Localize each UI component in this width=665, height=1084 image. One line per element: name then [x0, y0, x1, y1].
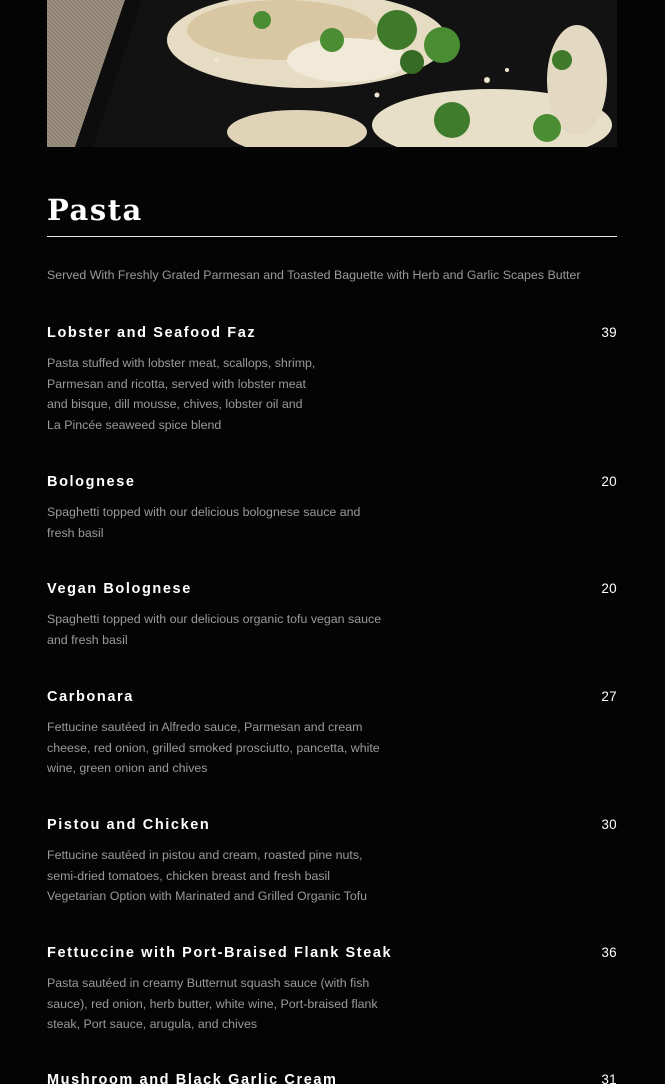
menu-item-price: 20	[601, 581, 617, 596]
section-subtitle: Served With Freshly Grated Parmesan and Toasted Baguette with Herb and Garlic Scapes Butter	[47, 268, 581, 282]
menu-item	[47, 581, 617, 650]
menu-item-price: 27	[601, 689, 617, 704]
menu-item-description: Fettucine sautéed in pistou and cream, roasted pine nuts, semi-dried tomatoes, chicken breast and fresh basil Vegetarian Option with Marinated and Grilled Organic Tofu	[47, 848, 368, 904]
menu-item-name: Mushroom and Black Garlic Cream	[47, 1072, 338, 1084]
section-divider	[47, 236, 617, 237]
menu-item	[47, 945, 617, 1035]
menu-item-price: 36	[601, 945, 617, 960]
menu-item-description: Pasta stuffed with lobster meat, scallops, shrimp, Parmesan and ricotta, served with lobster meat and bisque, dill mousse, chives, lobster oil and La Pincée seaweed spice blend	[47, 356, 316, 433]
menu-item-price: 20	[601, 474, 617, 489]
menu-item-name: Lobster and Seafood Faz	[47, 325, 257, 341]
menu-item	[47, 325, 617, 436]
menu-item-description: Spaghetti topped with our delicious bolognese sauce and fresh basil	[47, 505, 361, 540]
menu-item	[47, 474, 617, 543]
menu-item-name: Pistou and Chicken	[47, 817, 211, 833]
menu-item-name: Vegan Bolognese	[47, 581, 192, 597]
menu-item	[47, 1072, 617, 1084]
menu-item-description: Pasta sautéed in creamy Butternut squash sauce (with fish sauce), red onion, herb butter, white wine, Port-braised flank steak, Port sauce, arugula, and chives	[47, 976, 378, 1032]
menu-item-price: 31	[601, 1072, 617, 1084]
menu-item-name: Carbonara	[47, 689, 134, 705]
menu-item-name: Bolognese	[47, 474, 136, 490]
section-title: Pasta	[47, 193, 143, 227]
menu-item-description: Fettucine sautéed in Alfredo sauce, Parmesan and cream cheese, red onion, grilled smoked prosciutto, pancetta, white wine, green onion and chives	[47, 720, 380, 776]
menu-item-description: Spaghetti topped with our delicious organic tofu vegan sauce and fresh basil	[47, 612, 382, 647]
menu-item	[47, 817, 617, 907]
menu-item-price: 30	[601, 817, 617, 832]
menu-item-name: Fettuccine with Port-Braised Flank Steak	[47, 945, 393, 961]
menu-item-price: 39	[601, 325, 617, 340]
hero-food-image	[47, 0, 617, 147]
menu-item	[47, 689, 617, 779]
